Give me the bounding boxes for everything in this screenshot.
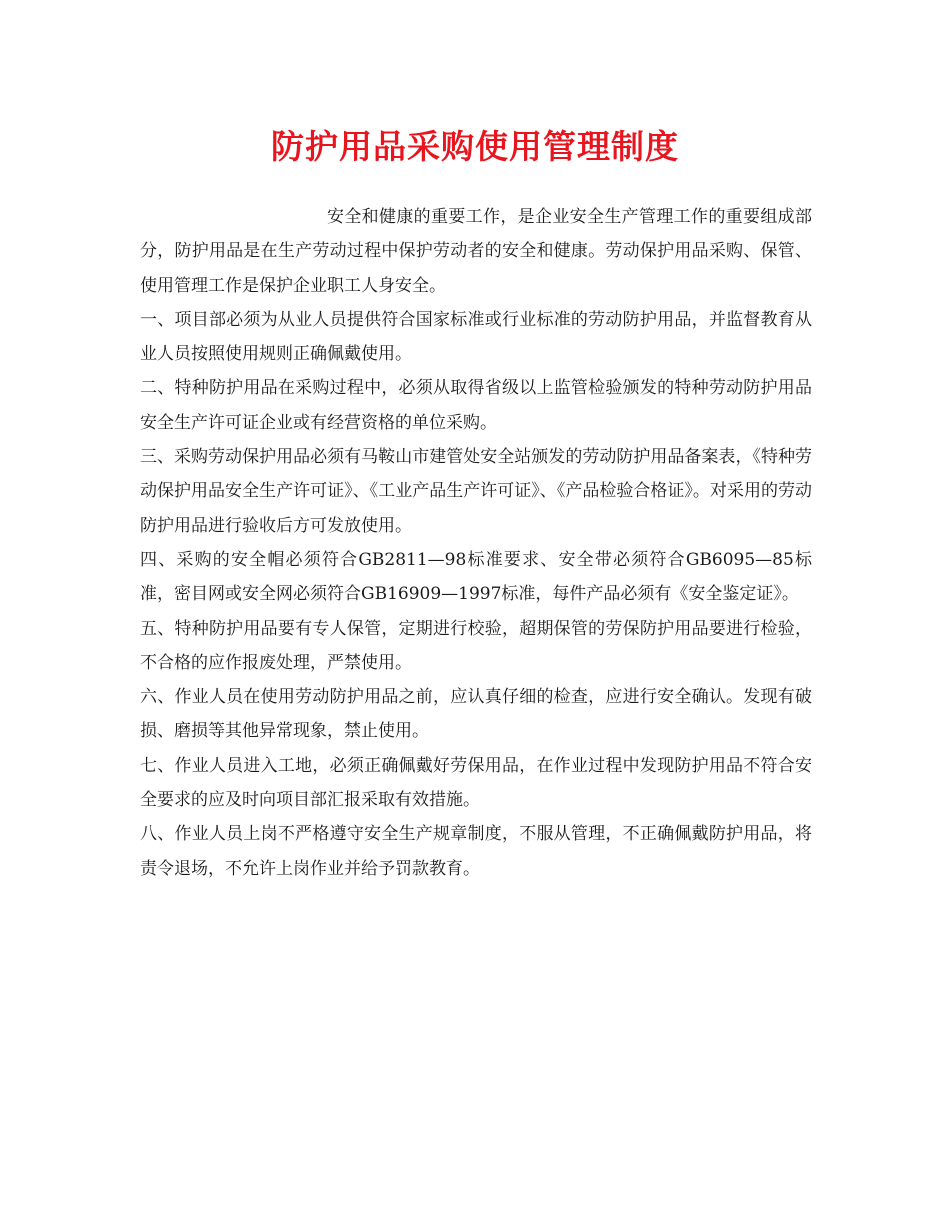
clause-5: 五、特种防护用品要有专人保管，定期进行校验，超期保管的劳保防护用品要进行检验，不合格的应作报废处理，严禁使用。 — [140, 618, 812, 673]
page-title: 防护用品采购使用管理制度 — [271, 127, 679, 166]
intro-paragraph: 安全和健康的重要工作，是企业安全生产管理工作的重要组成部分，防护用品是在生产劳动过程中保护劳动者的安全和健康。劳动保护用品采购、保管、使用管理工作是保护企业职工人身安全。 — [140, 207, 812, 296]
clause-8: 八、作业人员上岗不严格遵守安全生产规章制度，不服从管理，不正确佩戴防护用品，将责令退场，不允许上岗作业并给予罚款教育。 — [140, 824, 812, 879]
clause-7: 七、作业人员进入工地，必须正确佩戴好劳保用品，在作业过程中发现防护用品不符合安全要求的应及时向项目部汇报采取有效措施。 — [140, 755, 812, 811]
document-body — [140, 200, 812, 886]
clause-3: 三、采购劳动保护用品必须有马鞍山市建管处安全站颁发的劳动防护用品备案表，《特种劳动保护用品安全生产许可证》、《工业产品生产许可证》、《产品检验合格证》。对采用的劳动防护用品进行验收后方可发放使用。 — [140, 447, 812, 536]
clause-2: 二、特种防护用品在采购过程中，必须从取得省级以上监管检验颁发的特种劳动防护用品安全生产许可证企业或有经营资格的单位采购。 — [140, 378, 812, 433]
clause-4: 四、采购的安全帽必须符合GB2811—98标准要求、安全带必须符合GB6095—85标准，密目网或安全网必须符合GB16909—1997标准，每件产品必须有《安全鉴定证》。 — [140, 549, 812, 605]
clause-1: 一、项目部必须为从业人员提供符合国家标准或行业标准的劳动防护用品，并监督教育从业人员按照使用规则正确佩戴使用。 — [140, 309, 812, 365]
clause-6: 六、作业人员在使用劳动防护用品之前，应认真仔细的检查，应进行安全确认。发现有破损、磨损等其他异常现象，禁止使用。 — [140, 687, 812, 742]
